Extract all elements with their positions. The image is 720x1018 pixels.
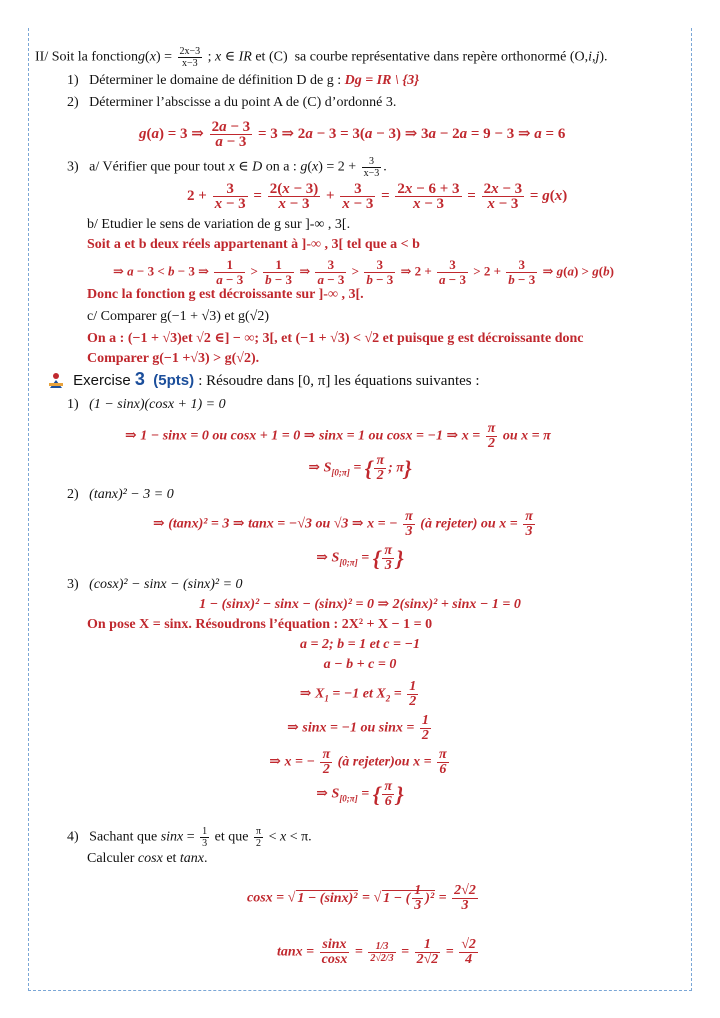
root-check: a − b + c = 0	[323, 657, 397, 672]
equation-3-rewrite: 1 − (sinx)² − sinx − (sinx)² = 0 ⇒ 2(sinx)² + sinx − 1 = 0	[199, 597, 521, 612]
answer-verification: 2 + $\frac{3}{x - 3}$ = $\frac{2(x - 3)}{x - 3}$ + $\frac{3}{x - 3}$ = $\frac{2x - 6 + 3}{x - 3}$ = $\frac{2x - 3}{x - 3}$ = g(x)	[187, 181, 568, 212]
answer-3c-line2: Comparer g(−1 +√3) > g(√2).	[87, 351, 260, 366]
question-3c: c/ Comparer g(−1 + √3) et g(√2)	[87, 309, 269, 324]
coefficients: a = 2; b = 1 et c = −1	[300, 637, 420, 652]
question-1: 1) Déterminer le domaine de définition D de g : Dg = IR \ {3}	[67, 73, 420, 88]
roots: ⇒ $X_1 = -1$ et $X_2$ = $\frac{1}{2}$	[299, 679, 417, 709]
equation-2: 2) (tanx)² − 3 = 0	[67, 487, 174, 502]
question-2: 2) Déterminer l’abscisse a du point A de (C) d’ordonné 3.	[67, 95, 397, 110]
answer-3b-conclusion: Donc la fonction g est décroissante sur ]-∞ , 3[.	[87, 287, 364, 302]
equation-3-set: ⇒ $S_{[0;\pi]}$ = { $\frac{\pi}{6}$ }	[316, 779, 404, 809]
question-3a: 3) a/ Vérifier que pour tout x ∈ D on a : g(x) = 2 + $\frac{3}{x-3}$ .	[67, 156, 387, 179]
answer-3b-chain: ⇒ a − 3 < b − 3 ⇒ $\frac{1}{a - 3}$ > $\frac{1}{b - 3}$ ⇒ $\frac{3}{a - 3}$ > $\frac{3}{b - 3}$ ⇒ 2 + $\frac{3}{a - 3}$ > 2 + $\frac{3}{b - 3}$ ⇒ g(a) > g(b)	[113, 257, 614, 287]
equation-3-substitution: On pose X = sinx. Résoudrons l’équation : 2X² + X − 1 = 0	[87, 617, 433, 632]
exercise-heading: Exercise 3 (5pts) : Résoudre dans [0, π] les équations suivantes :	[47, 370, 480, 390]
equation-2-set: ⇒ $S_{[0;\pi]}$ = { $\frac{\pi}{3}$ }	[316, 543, 404, 573]
answer-abscissa: g(a) = 3 ⇒ $\frac{2a - 3}{a - 3}$ = 3 ⇒ 2a − 3 = 3(a − 3) ⇒ 3a − 2a = 9 − 3 ⇒ a = 6	[139, 119, 566, 150]
sin-values: ⇒ sinx = −1 ou sinx = $\frac{1}{2}$	[287, 713, 429, 743]
answer-3b-hypothesis: Soit a et b deux réels appartenant à ]-∞ , 3[ tel que a < b	[87, 237, 420, 252]
section-title: II/ Soit la fonction	[35, 49, 139, 65]
equation-1-set: ⇒ $S_{[0;\pi]}$ = { $\frac{\pi}{2}$ ; π}	[308, 453, 412, 483]
equation-3: 3) (cosx)² − sinx − (sinx)² = 0	[67, 577, 243, 592]
answer-domain: Dg = IR \ {3}	[344, 73, 420, 88]
answer-3c-line1: On a : (−1 + √3)et √2 ∈] − ∞; 3[, et (−1 + √3) < √2 et puisque g est décroissante donc	[87, 331, 584, 346]
question-3b: b/ Etudier le sens de variation de g sur ]-∞ , 3[.	[87, 217, 351, 232]
student-reading-icon	[47, 372, 65, 390]
cos-result: cosx = √ 1 − (sinx)² = √ 1 − ( $\frac{1}{3}$ )² = $\frac{2√2}{3}$	[247, 883, 476, 913]
tan-result: tanx = $\frac{\sin x}{\cos x}$ = $\frac{1/3}{2√2/3}$ = $\frac{1}{2√2}$ = $\frac{√2}{4}$	[277, 937, 476, 967]
document-page	[28, 28, 692, 991]
equation-1: 1) (1 − sinx)(cosx + 1) = 0	[67, 397, 226, 412]
equation-2-solution: ⇒ (tanx)² = 3 ⇒ tanx = −√3 ou √3 ⇒ x = − $\frac{\pi}{3}$ (à rejeter) ou x = $\frac{\pi}{3}$	[153, 509, 533, 539]
x-values: ⇒ x = − $\frac{\pi}{2}$ (à rejeter)ou x = $\frac{\pi}{6}$	[269, 747, 447, 777]
question-4: 4) Sachant que sinx = $\frac{1}{3}$ et que $\frac{\pi}{2}$ < x < π.	[67, 826, 312, 849]
question-4-task: Calculer cosx et tanx.	[87, 851, 208, 866]
equation-1-solution: ⇒ 1 − sinx = 0 ou cosx + 1 = 0 ⇒ sinx = 1 ou cosx = −1 ⇒ x = $\frac{\pi}{2}$ ou x = π	[125, 421, 551, 451]
section-heading: II/ Soit la fonctiong(x) = $\frac{2x-3}{x-3}$ ; x ∈ IR et (C) sa courbe représentative dans repère orthonormé (O,i,j).	[35, 46, 608, 69]
